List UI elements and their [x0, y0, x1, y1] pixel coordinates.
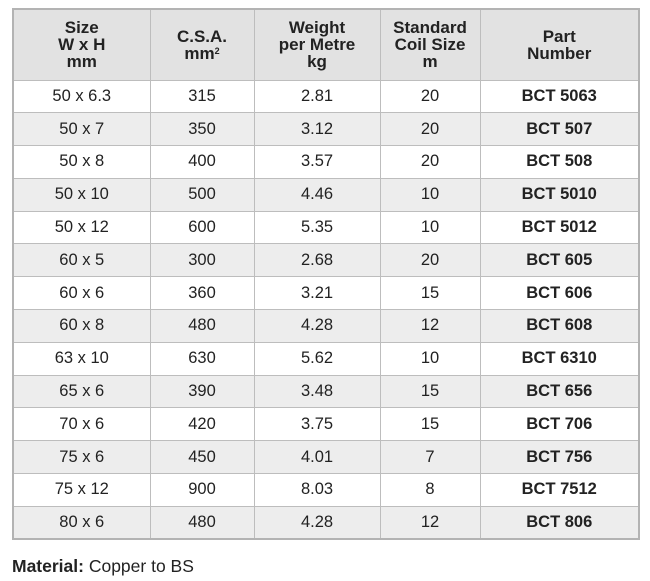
material-text: Copper to BS — [83, 556, 194, 576]
cell-part-number: BCT 508 — [480, 146, 639, 179]
table-row — [13, 474, 639, 507]
table-row — [13, 146, 639, 179]
material-label: Material: — [12, 556, 84, 576]
cell-coil: 15 — [380, 375, 480, 408]
cell-csa: 500 — [150, 178, 254, 211]
table-row — [13, 244, 639, 277]
table-row — [13, 113, 639, 146]
table-row — [13, 441, 639, 474]
cell-part-number: BCT 507 — [480, 113, 639, 146]
cell-part-number: BCT 6310 — [480, 342, 639, 375]
cell-size: 50 x 12 — [13, 211, 150, 244]
header-csa-unit-line — [151, 45, 254, 62]
header-size — [13, 9, 150, 80]
cell-size: 60 x 8 — [13, 310, 150, 343]
cell-coil: 20 — [380, 113, 480, 146]
cell-size: 65 x 6 — [13, 375, 150, 408]
cell-coil: 10 — [380, 211, 480, 244]
cell-coil: 15 — [380, 277, 480, 310]
cell-csa: 420 — [150, 408, 254, 441]
header-coil-line: Standard — [393, 18, 467, 38]
cell-weight: 4.28 — [254, 310, 380, 343]
header-coil-line: Coil Size — [394, 35, 466, 55]
table-row — [13, 375, 639, 408]
cell-part-number: BCT 605 — [480, 244, 639, 277]
cell-size: 50 x 7 — [13, 113, 150, 146]
header-coil-size — [380, 9, 480, 80]
cell-weight: 4.01 — [254, 441, 380, 474]
cell-part-number: BCT 5063 — [480, 80, 639, 113]
header-part-line: Number — [527, 43, 592, 63]
table-row — [13, 506, 639, 539]
cell-weight: 3.21 — [254, 277, 380, 310]
header-weight-line: Weight — [288, 18, 346, 38]
cell-size: 80 x 6 — [13, 506, 150, 539]
material-note — [12, 556, 194, 577]
header-part-number — [480, 9, 639, 80]
cell-csa: 480 — [150, 506, 254, 539]
cell-size: 75 x 12 — [13, 474, 150, 507]
table-row — [13, 310, 639, 343]
cell-coil: 12 — [380, 310, 480, 343]
cell-coil: 8 — [380, 474, 480, 507]
header-csa — [150, 9, 254, 80]
cell-csa: 900 — [150, 474, 254, 507]
cell-csa: 630 — [150, 342, 254, 375]
cell-coil: 15 — [380, 408, 480, 441]
table-body — [13, 80, 639, 539]
cell-weight: 3.48 — [254, 375, 380, 408]
cell-weight: 5.62 — [254, 342, 380, 375]
table-row — [13, 211, 639, 244]
cell-weight: 8.03 — [254, 474, 380, 507]
header-weight — [254, 9, 380, 80]
cell-weight: 4.28 — [254, 506, 380, 539]
cell-part-number: BCT 608 — [480, 310, 639, 343]
header-csa-superscript: 2 — [214, 45, 220, 56]
cell-part-number: BCT 656 — [480, 375, 639, 408]
header-part-line: Part — [542, 26, 576, 46]
header-coil-line: m — [422, 52, 438, 72]
product-spec-table — [12, 8, 640, 540]
cell-size: 50 x 10 — [13, 178, 150, 211]
cell-size: 63 x 10 — [13, 342, 150, 375]
cell-coil: 10 — [380, 342, 480, 375]
cell-size: 60 x 5 — [13, 244, 150, 277]
cell-size: 60 x 6 — [13, 277, 150, 310]
header-weight-line: kg — [307, 52, 327, 72]
cell-part-number: BCT 706 — [480, 408, 639, 441]
header-csa-unit: mm — [184, 43, 215, 63]
header-size-line: Size — [64, 18, 99, 38]
cell-coil: 20 — [380, 244, 480, 277]
cell-csa: 315 — [150, 80, 254, 113]
cell-csa: 400 — [150, 146, 254, 179]
header-csa-line: C.S.A. — [176, 26, 228, 46]
table-row — [13, 277, 639, 310]
cell-weight: 3.57 — [254, 146, 380, 179]
cell-csa: 480 — [150, 310, 254, 343]
cell-csa: 450 — [150, 441, 254, 474]
cell-size: 50 x 6.3 — [13, 80, 150, 113]
table-row — [13, 80, 639, 113]
cell-part-number: BCT 5010 — [480, 178, 639, 211]
cell-coil: 20 — [380, 146, 480, 179]
cell-weight: 3.12 — [254, 113, 380, 146]
cell-coil: 20 — [380, 80, 480, 113]
cell-csa: 360 — [150, 277, 254, 310]
cell-csa: 600 — [150, 211, 254, 244]
cell-weight: 4.46 — [254, 178, 380, 211]
cell-weight: 5.35 — [254, 211, 380, 244]
cell-csa: 350 — [150, 113, 254, 146]
table-row — [13, 178, 639, 211]
cell-part-number: BCT 5012 — [480, 211, 639, 244]
cell-coil: 12 — [380, 506, 480, 539]
cell-csa: 300 — [150, 244, 254, 277]
cell-weight: 2.81 — [254, 80, 380, 113]
cell-csa: 390 — [150, 375, 254, 408]
cell-size: 75 x 6 — [13, 441, 150, 474]
header-size-line: W x H — [58, 35, 106, 55]
cell-weight: 2.68 — [254, 244, 380, 277]
cell-size: 50 x 8 — [13, 146, 150, 179]
header-row — [13, 9, 639, 80]
cell-part-number: BCT 806 — [480, 506, 639, 539]
cell-weight: 3.75 — [254, 408, 380, 441]
header-size-line: mm — [66, 52, 97, 72]
cell-part-number: BCT 756 — [480, 441, 639, 474]
cell-coil: 10 — [380, 178, 480, 211]
cell-coil: 7 — [380, 441, 480, 474]
cell-size: 70 x 6 — [13, 408, 150, 441]
table-row — [13, 408, 639, 441]
cell-part-number: BCT 606 — [480, 277, 639, 310]
table-row — [13, 342, 639, 375]
cell-part-number: BCT 7512 — [480, 474, 639, 507]
header-weight-line: per Metre — [278, 35, 356, 55]
